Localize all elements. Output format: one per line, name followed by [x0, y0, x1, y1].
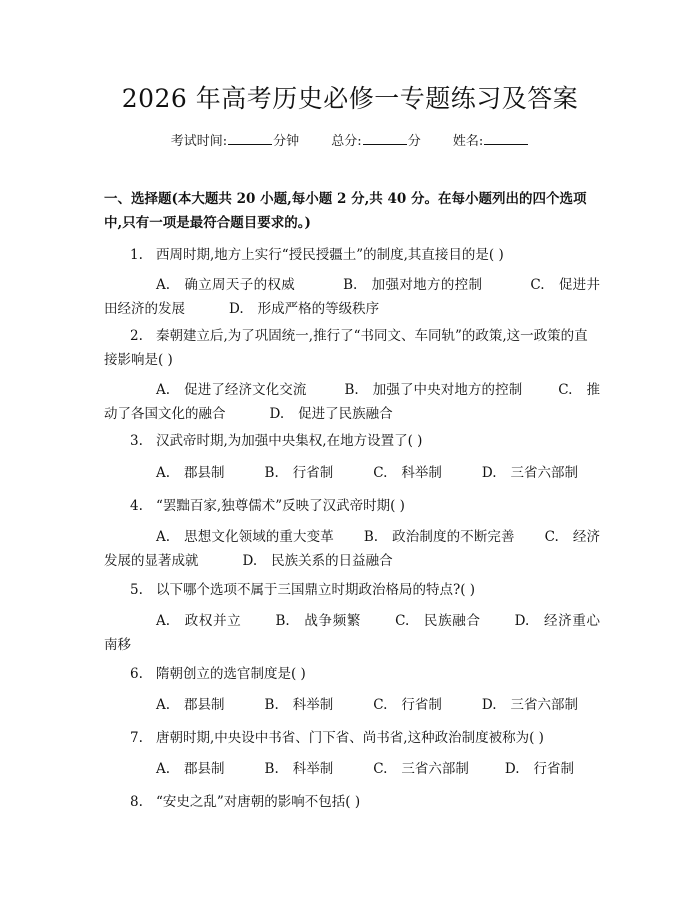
option-c[interactable]: C. 三省六部制: [373, 761, 469, 777]
options-3: [104, 461, 600, 485]
option-d[interactable]: D. 促进了民族融合: [269, 406, 393, 422]
question-stem: “罢黜百家,独尊儒术”反映了汉武帝时期( ): [156, 498, 405, 514]
option-b[interactable]: B. 加强了中央对地方的控制: [344, 382, 523, 398]
option-c[interactable]: C. 民族融合: [395, 613, 481, 629]
option-c-text[interactable]: 促进井田经济的发展: [104, 277, 601, 317]
question-number: 4.: [130, 498, 143, 514]
option-d[interactable]: D.: [514, 613, 530, 629]
options-6: [104, 693, 600, 717]
score-blank[interactable]: [363, 131, 407, 145]
options-1: [104, 273, 600, 321]
option-a[interactable]: A. 思想文化领域的重大变革: [156, 529, 334, 545]
score-unit: 分: [407, 134, 421, 149]
name-field: [453, 134, 529, 149]
question-number: 6.: [130, 666, 143, 682]
question-stem: 秦朝建立后,为了巩固统一,推行了“书同文、车同轨”的政策,这一政策的直接影响是( ): [104, 328, 588, 368]
question-number: 1.: [130, 247, 143, 263]
score-label: 总分:: [331, 134, 362, 149]
score-field: [331, 134, 425, 149]
option-c[interactable]: C. 科举制: [373, 465, 442, 481]
option-b[interactable]: B. 加强对地方的控制: [343, 277, 483, 293]
question-5: [104, 578, 600, 602]
question-stem: 汉武帝时期,为加强中央集权,在地方设置了( ): [156, 433, 423, 449]
question-stem: 唐朝时期,中央设中书省、门下省、尚书省,这种政治制度被称为( ): [156, 730, 544, 746]
question-stem: 以下哪个选项不属于三国鼎立时期政治格局的特点?( ): [156, 582, 476, 598]
option-a[interactable]: A. 促进了经济文化交流: [156, 382, 307, 398]
question-number: 2.: [130, 328, 143, 344]
time-field: [171, 134, 304, 149]
question-number: 7.: [130, 730, 143, 746]
question-stem: 西周时期,地方上实行“授民授疆土”的制度,其直接目的是( ): [156, 247, 504, 263]
option-a[interactable]: A. 郡县制: [156, 465, 225, 481]
option-b[interactable]: B. 科举制: [264, 697, 334, 713]
option-c-text[interactable]: 推动了各国文化的融合: [104, 382, 601, 422]
question-stem: “安史之乱”对唐朝的影响不包括( ): [156, 794, 361, 810]
option-d[interactable]: D. 行省制: [504, 761, 575, 777]
question-3: [104, 429, 600, 453]
page-title: 2026 年高考历史必修一专题练习及答案: [121, 84, 579, 113]
time-blank[interactable]: [228, 131, 272, 145]
question-1: [104, 243, 600, 267]
question-2: [104, 324, 600, 372]
option-d[interactable]: D. 三省六部制: [481, 465, 579, 481]
time-label: 考试时间:: [170, 134, 228, 149]
name-blank[interactable]: [484, 131, 528, 145]
question-number: 3.: [130, 433, 143, 449]
option-d[interactable]: D. 民族关系的日益融合: [242, 553, 393, 569]
question-7: [104, 726, 600, 750]
question-stem: 隋朝创立的选官制度是( ): [156, 666, 306, 682]
option-c[interactable]: C.: [544, 529, 559, 545]
question-number: 5.: [130, 582, 143, 598]
option-c[interactable]: C.: [558, 382, 573, 398]
options-4: [104, 525, 600, 573]
options-7: [104, 757, 600, 781]
option-d[interactable]: D. 三省六部制: [481, 697, 579, 713]
option-a[interactable]: A. 确立周天子的权威: [156, 277, 296, 293]
option-a[interactable]: A. 郡县制: [156, 697, 225, 713]
option-b[interactable]: B. 科举制: [264, 761, 334, 777]
option-a[interactable]: A. 郡县制: [156, 761, 225, 777]
question-4: [104, 494, 600, 518]
exam-meta: [0, 131, 700, 152]
option-b[interactable]: B. 政治制度的不断完善: [363, 529, 515, 545]
section-title: 一、选择题(本大题共 20 小题,每小题 2 分,共 40 分。在每小题列出的四个选项中,只有一项是最符合题目要求的。): [104, 191, 587, 231]
options-2: [104, 378, 600, 426]
option-c[interactable]: C.: [530, 277, 545, 293]
option-d[interactable]: D. 形成严格的等级秩序: [229, 301, 380, 317]
option-d-text[interactable]: 经济重心南移: [104, 613, 601, 653]
option-c[interactable]: C. 行省制: [373, 697, 442, 713]
question-number: 8.: [130, 794, 143, 810]
option-c-text[interactable]: 经济发展的显著成就: [104, 529, 601, 569]
option-b[interactable]: B. 行省制: [264, 465, 334, 481]
name-label: 姓名:: [452, 134, 484, 149]
question-6: [104, 662, 600, 686]
options-5: [104, 609, 600, 657]
question-8: [104, 790, 600, 814]
option-a[interactable]: A. 政权并立: [156, 613, 242, 629]
option-b[interactable]: B. 战争频繁: [275, 613, 362, 629]
time-unit: 分钟: [273, 134, 300, 149]
